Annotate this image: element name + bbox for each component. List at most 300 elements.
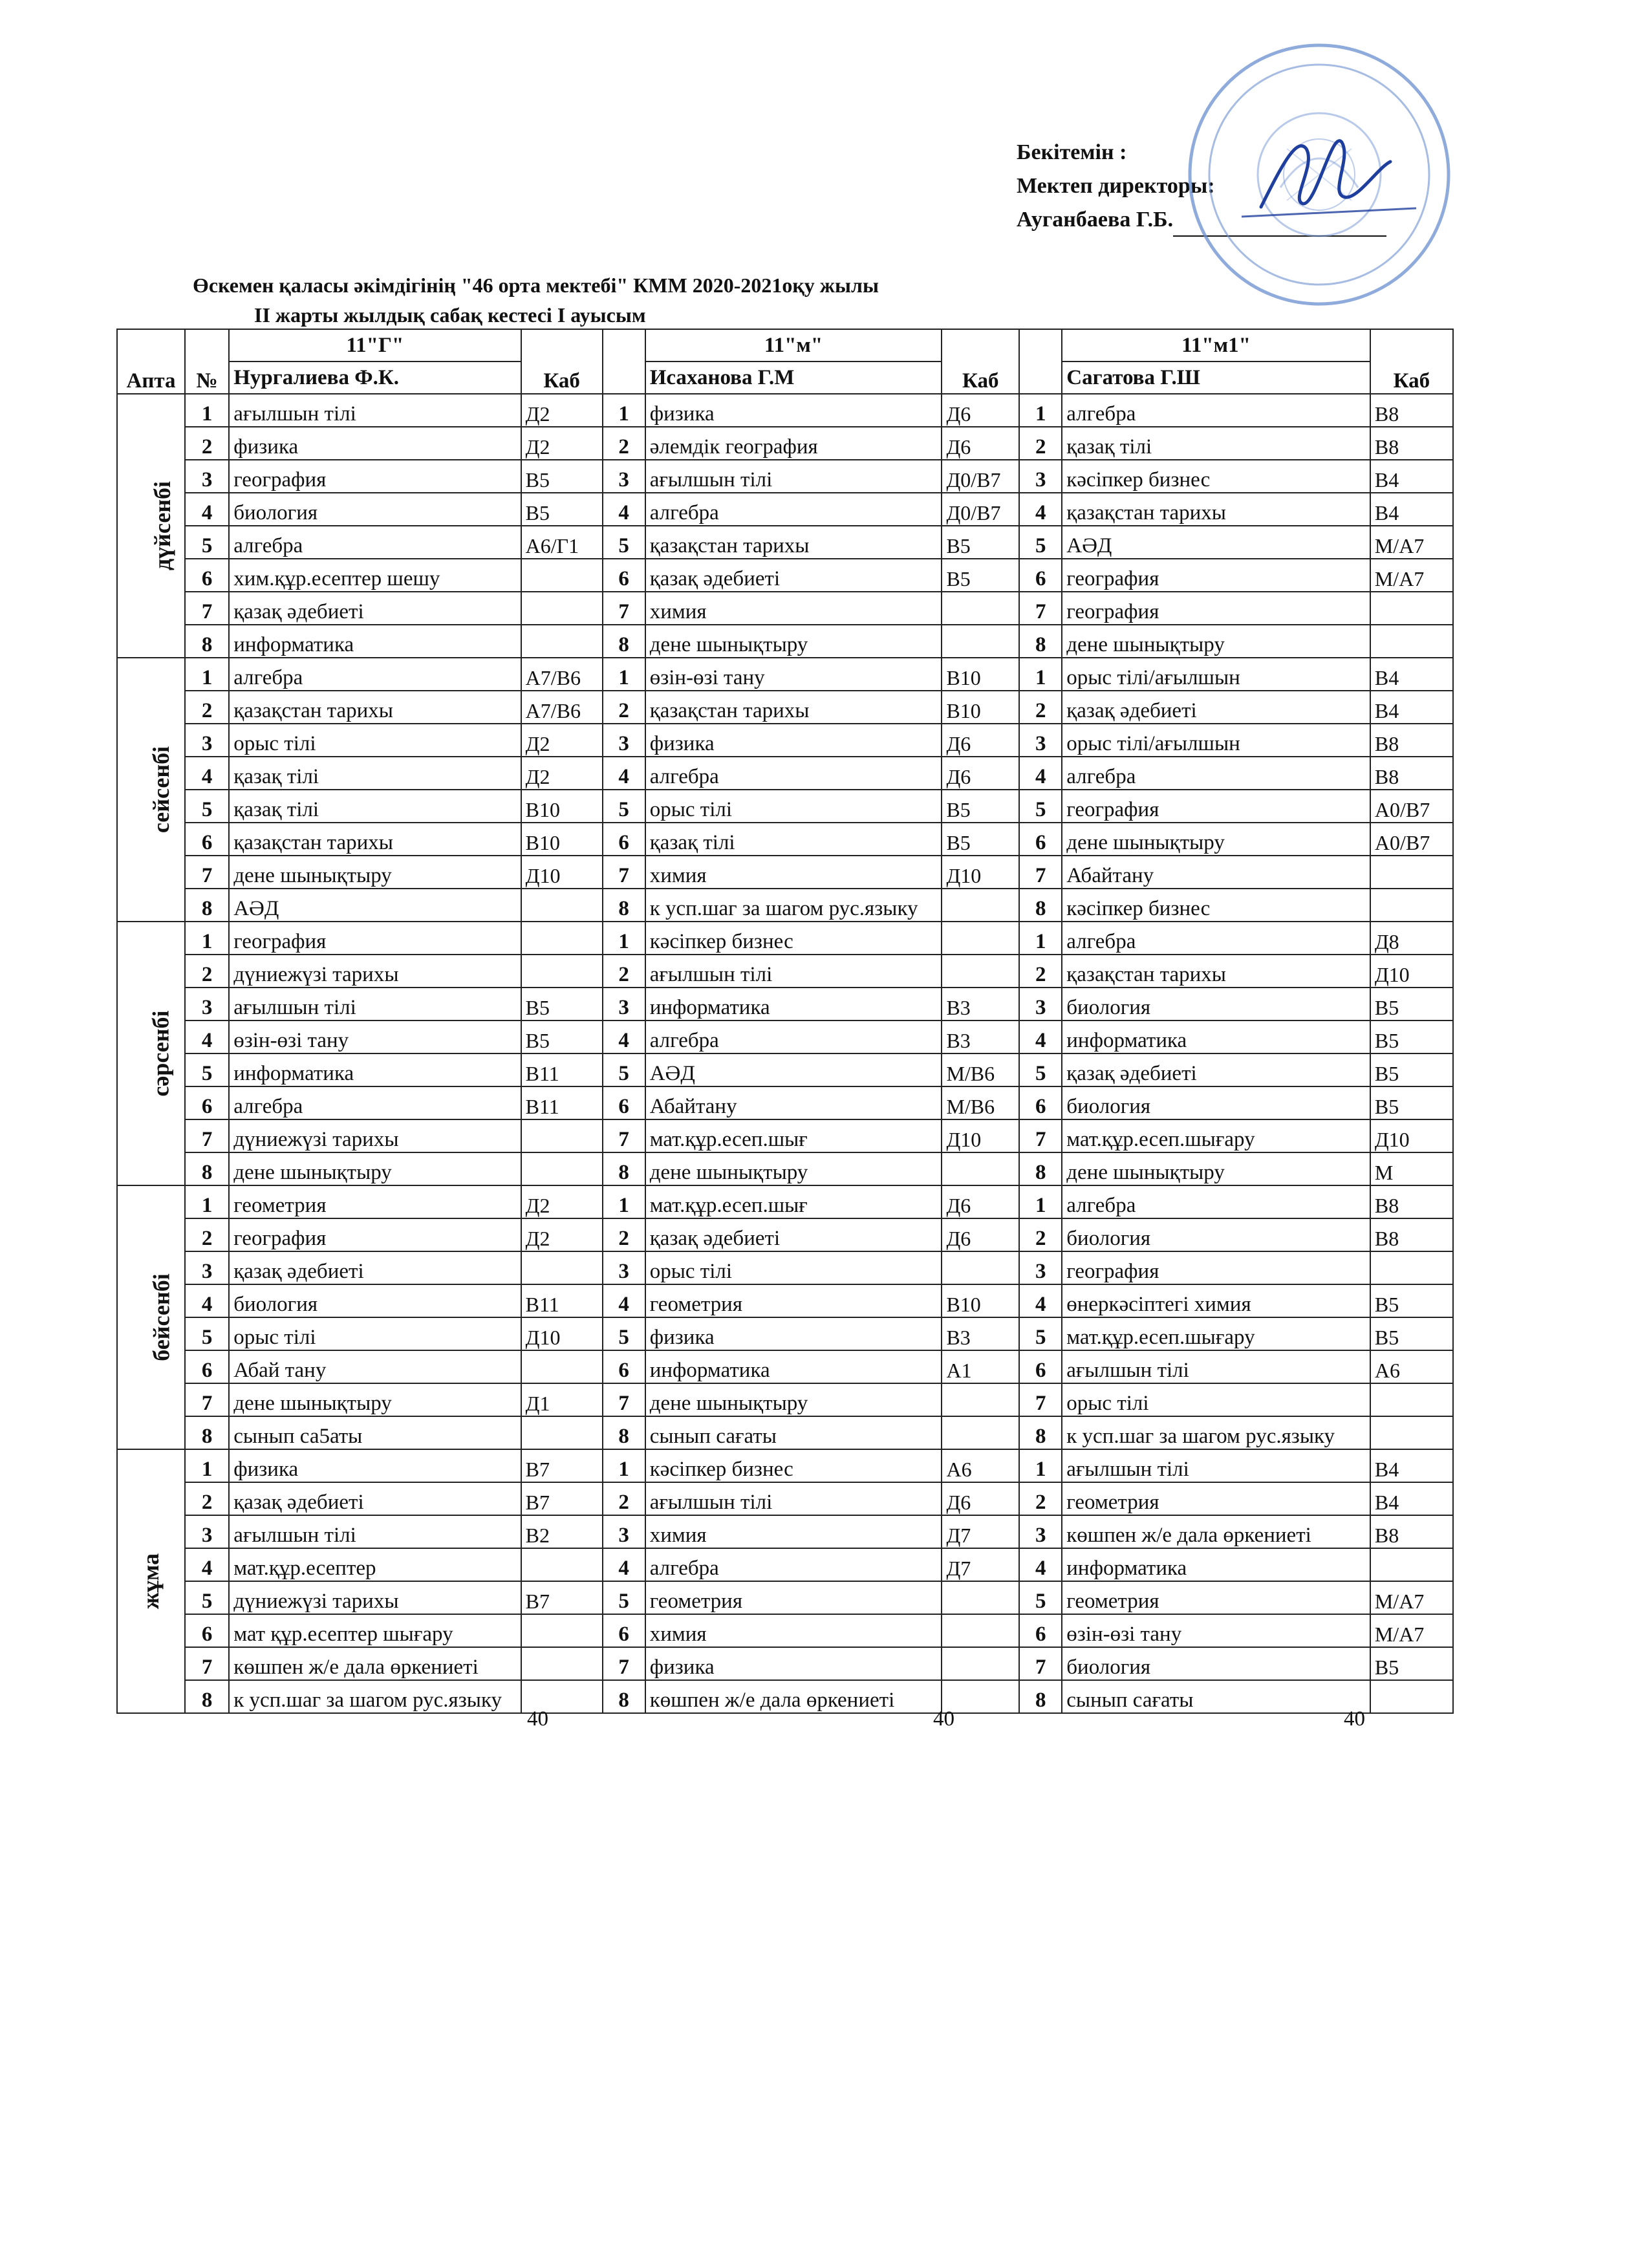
lesson-number: 1: [185, 1185, 229, 1218]
subject-cell: география: [1062, 559, 1370, 592]
header-blank-3: [1019, 329, 1062, 394]
table-row: [117, 1152, 1453, 1185]
table-row: [117, 1515, 1453, 1548]
room-cell: В8: [1370, 724, 1453, 757]
room-cell: [521, 1152, 603, 1185]
subject-cell: геометрия: [645, 1581, 942, 1614]
subject-cell: к усп.шаг за шагом рус.языку: [1062, 1416, 1370, 1449]
lesson-number: 8: [1019, 625, 1062, 658]
subject-cell: ағылшын тілі: [1062, 1350, 1370, 1383]
room-cell: В10: [521, 823, 603, 856]
subject-cell: дүниежүзі тарихы: [229, 1581, 521, 1614]
subject-cell: ағылшын тілі: [645, 1482, 942, 1515]
lesson-number: 1: [603, 922, 645, 955]
subject-cell: қазақстан тарихы: [645, 526, 942, 559]
room-cell: В5: [1370, 1284, 1453, 1317]
table-row: [117, 526, 1453, 559]
lesson-number: 4: [185, 1284, 229, 1317]
header-row-teachers: [117, 362, 1453, 394]
subject-cell: алгебра: [645, 757, 942, 790]
lesson-number: 7: [603, 1647, 645, 1680]
lesson-number: 5: [603, 1053, 645, 1086]
room-cell: В3: [942, 1317, 1019, 1350]
subject-cell: химия: [645, 1614, 942, 1647]
room-cell: В5: [1370, 988, 1453, 1021]
room-cell: А6: [942, 1449, 1019, 1482]
room-cell: В11: [521, 1086, 603, 1119]
subject-cell: алгебра: [645, 493, 942, 526]
subject-cell: биология: [1062, 1086, 1370, 1119]
room-cell: В8: [1370, 1515, 1453, 1548]
lesson-number: 1: [1019, 1185, 1062, 1218]
lesson-number: 7: [185, 1647, 229, 1680]
lesson-number: 4: [185, 1548, 229, 1581]
room-cell: А0/В7: [1370, 790, 1453, 823]
lesson-number: 5: [185, 1053, 229, 1086]
subject-cell: информатика: [645, 988, 942, 1021]
room-cell: Д0/В7: [942, 493, 1019, 526]
room-cell: [942, 592, 1019, 625]
subject-cell: хим.құр.есептер шешу: [229, 559, 521, 592]
room-cell: Д10: [942, 1119, 1019, 1152]
lesson-number: 2: [1019, 427, 1062, 460]
lesson-number: 6: [185, 1350, 229, 1383]
room-cell: Д8: [1370, 922, 1453, 955]
table-row: [117, 823, 1453, 856]
subject-cell: сынып сағаты: [1062, 1680, 1370, 1713]
room-cell: В7: [521, 1449, 603, 1482]
room-cell: В5: [942, 559, 1019, 592]
subject-cell: кәсіпкер бизнес: [645, 922, 942, 955]
room-cell: М/А7: [1370, 526, 1453, 559]
document-title: [193, 270, 879, 330]
room-cell: [521, 955, 603, 988]
table-row: [117, 955, 1453, 988]
table-row: [117, 1581, 1453, 1614]
lesson-number: 5: [185, 790, 229, 823]
lesson-number: 3: [1019, 988, 1062, 1021]
table-row: [117, 1614, 1453, 1647]
lesson-number: 3: [185, 1251, 229, 1284]
room-cell: [521, 1350, 603, 1383]
room-cell: [521, 1251, 603, 1284]
subject-cell: ағылшын тілі: [645, 955, 942, 988]
room-cell: [1370, 1416, 1453, 1449]
subject-cell: кәсіпкер бизнес: [1062, 460, 1370, 493]
day-cell: [117, 394, 185, 658]
subject-cell: Абайтану: [1062, 856, 1370, 889]
table-row: [117, 1021, 1453, 1053]
room-cell: А6/Г1: [521, 526, 603, 559]
lesson-number: 7: [1019, 1647, 1062, 1680]
table-row: [117, 493, 1453, 526]
subject-cell: дене шынықтыру: [645, 625, 942, 658]
room-cell: [521, 1416, 603, 1449]
subject-cell: география: [1062, 790, 1370, 823]
schedule-body: [117, 394, 1453, 1713]
subject-cell: география: [229, 922, 521, 955]
room-cell: Д2: [521, 724, 603, 757]
lesson-number: 2: [185, 427, 229, 460]
lesson-number: 4: [603, 757, 645, 790]
title-line-1: Өскемен қаласы әкімдігінің "46 орта мектебі" КММ 2020-2021оқу жылы: [193, 274, 879, 297]
room-cell: Д2: [521, 427, 603, 460]
room-cell: [942, 1647, 1019, 1680]
lesson-number: 1: [185, 394, 229, 427]
lesson-number: 1: [1019, 922, 1062, 955]
subject-cell: орыс тілі: [229, 724, 521, 757]
subject-cell: қазақстан тарихы: [1062, 493, 1370, 526]
subject-cell: қазақ әдебиеті: [645, 1218, 942, 1251]
room-cell: Д1: [521, 1383, 603, 1416]
day-name: сәрсенбі: [147, 1010, 174, 1097]
subject-cell: қазақстан тарихы: [1062, 955, 1370, 988]
room-cell: [942, 1416, 1019, 1449]
day-cell: [117, 1185, 185, 1449]
subject-cell: өзін-өзі тану: [1062, 1614, 1370, 1647]
room-cell: А7/В6: [521, 691, 603, 724]
subject-cell: физика: [645, 724, 942, 757]
room-cell: В4: [1370, 1449, 1453, 1482]
room-cell: В5: [1370, 1053, 1453, 1086]
table-row: [117, 1449, 1453, 1482]
lesson-number: 4: [185, 1021, 229, 1053]
room-cell: Д7: [942, 1548, 1019, 1581]
subject-cell: биология: [1062, 1218, 1370, 1251]
table-row: [117, 559, 1453, 592]
room-cell: [942, 955, 1019, 988]
lesson-number: 4: [1019, 1284, 1062, 1317]
lesson-number: 7: [185, 1383, 229, 1416]
table-row: [117, 1482, 1453, 1515]
approval-position: Мектеп директоры:: [1017, 174, 1215, 198]
subject-cell: геометрия: [229, 1185, 521, 1218]
lesson-number: 3: [603, 1251, 645, 1284]
lesson-number: 5: [1019, 526, 1062, 559]
room-cell: [521, 625, 603, 658]
subject-cell: дене шынықтыру: [229, 1152, 521, 1185]
table-row: [117, 1416, 1453, 1449]
lesson-number: 7: [185, 592, 229, 625]
lesson-number: 7: [185, 1119, 229, 1152]
lesson-number: 1: [603, 394, 645, 427]
subject-cell: мат.құр.есеп.шығ: [645, 1185, 942, 1218]
class-name-2: 11"м": [645, 329, 942, 362]
subject-cell: к усп.шаг за шагом рус.языку: [645, 889, 942, 922]
lesson-number: 8: [603, 1416, 645, 1449]
room-cell: В8: [1370, 757, 1453, 790]
subject-cell: қазақ тілі: [229, 790, 521, 823]
table-row: [117, 757, 1453, 790]
lesson-number: 6: [185, 1086, 229, 1119]
lesson-number: 3: [603, 724, 645, 757]
room-cell: В5: [521, 988, 603, 1021]
table-row: [117, 394, 1453, 427]
lesson-number: 2: [1019, 691, 1062, 724]
lesson-number: 3: [185, 724, 229, 757]
title-line-2: ІІ жарты жылдық сабақ кестесі І ауысым: [254, 303, 646, 327]
room-cell: В10: [942, 658, 1019, 691]
subject-cell: алгебра: [1062, 394, 1370, 427]
subject-cell: мат.құр.есеп.шығ: [645, 1119, 942, 1152]
table-row: [117, 988, 1453, 1021]
lesson-number: 6: [1019, 1086, 1062, 1119]
header-blank-2: [603, 329, 645, 394]
room-cell: А1: [942, 1350, 1019, 1383]
subject-cell: геометрия: [645, 1284, 942, 1317]
subject-cell: информатика: [229, 625, 521, 658]
header-kab-1: Каб: [521, 329, 603, 394]
room-cell: [521, 889, 603, 922]
subject-cell: Абайтану: [645, 1086, 942, 1119]
room-cell: В5: [1370, 1647, 1453, 1680]
room-cell: [942, 1251, 1019, 1284]
subject-cell: АӘД: [1062, 526, 1370, 559]
table-row: [117, 1548, 1453, 1581]
subject-cell: информатика: [1062, 1548, 1370, 1581]
lesson-number: 6: [1019, 1614, 1062, 1647]
teacher-name-1: Нургалиева Ф.К.: [229, 362, 521, 394]
subject-cell: кәсіпкер бизнес: [645, 1449, 942, 1482]
class-name-3: 11"м1": [1062, 329, 1370, 362]
subject-cell: дүниежүзі тарихы: [229, 1119, 521, 1152]
room-cell: В4: [1370, 460, 1453, 493]
lesson-number: 2: [185, 691, 229, 724]
lesson-number: 8: [185, 1416, 229, 1449]
room-cell: Д2: [521, 1218, 603, 1251]
subject-cell: қазақ әдебиеті: [1062, 1053, 1370, 1086]
lesson-number: 7: [603, 1383, 645, 1416]
lesson-number: 7: [603, 1119, 645, 1152]
room-cell: В8: [1370, 427, 1453, 460]
subject-cell: алгебра: [645, 1548, 942, 1581]
lesson-number: 4: [603, 1021, 645, 1053]
subject-cell: физика: [229, 1449, 521, 1482]
subject-cell: мат.құр.есеп.шығару: [1062, 1119, 1370, 1152]
lesson-number: 3: [185, 460, 229, 493]
lesson-number: 6: [603, 1614, 645, 1647]
room-cell: [1370, 1383, 1453, 1416]
room-cell: Д10: [942, 856, 1019, 889]
subject-cell: физика: [645, 1647, 942, 1680]
lesson-number: 6: [185, 1614, 229, 1647]
lesson-number: 2: [603, 1482, 645, 1515]
lesson-number: 3: [185, 1515, 229, 1548]
lesson-number: 1: [603, 1449, 645, 1482]
class-name-1: 11"Г": [229, 329, 521, 362]
lesson-number: 2: [603, 427, 645, 460]
room-cell: В5: [521, 493, 603, 526]
room-cell: В11: [521, 1284, 603, 1317]
table-row: [117, 460, 1453, 493]
room-cell: М/В6: [942, 1086, 1019, 1119]
room-cell: А7/В6: [521, 658, 603, 691]
subject-cell: биология: [229, 1284, 521, 1317]
room-cell: [942, 889, 1019, 922]
lesson-number: 1: [1019, 394, 1062, 427]
subject-cell: орыс тілі: [1062, 1383, 1370, 1416]
table-row: [117, 1680, 1453, 1713]
table-row: [117, 592, 1453, 625]
table-row: [117, 889, 1453, 922]
room-cell: [942, 1581, 1019, 1614]
table-row: [117, 856, 1453, 889]
lesson-number: 6: [185, 823, 229, 856]
table-row: [117, 625, 1453, 658]
lesson-number: 7: [1019, 856, 1062, 889]
lesson-number: 3: [1019, 724, 1062, 757]
subject-cell: қазақ тілі: [1062, 427, 1370, 460]
teacher-name-3: Сагатова Г.Ш: [1062, 362, 1370, 394]
lesson-number: 2: [185, 1482, 229, 1515]
lesson-number: 2: [185, 1218, 229, 1251]
room-cell: В8: [1370, 1185, 1453, 1218]
lesson-number: 4: [1019, 1021, 1062, 1053]
subject-cell: көшпен ж/е дала өркениеті: [1062, 1515, 1370, 1548]
room-cell: [942, 1614, 1019, 1647]
header-row-classes: [117, 329, 1453, 362]
table-row: [117, 922, 1453, 955]
room-cell: В10: [942, 691, 1019, 724]
lesson-number: 2: [603, 691, 645, 724]
subject-cell: қазақ тілі: [229, 757, 521, 790]
day-cell: [117, 922, 185, 1185]
lesson-number: 5: [185, 1317, 229, 1350]
subject-cell: қазақ әдебиеті: [1062, 691, 1370, 724]
table-row: [117, 658, 1453, 691]
room-cell: В7: [521, 1581, 603, 1614]
room-cell: В4: [1370, 493, 1453, 526]
lesson-number: 4: [1019, 1548, 1062, 1581]
subject-cell: дене шынықтыру: [1062, 625, 1370, 658]
lesson-number: 5: [185, 1581, 229, 1614]
lesson-number: 5: [1019, 1053, 1062, 1086]
room-cell: В4: [1370, 658, 1453, 691]
table-row: [117, 1119, 1453, 1152]
lesson-number: 5: [1019, 1317, 1062, 1350]
table-row: [117, 1647, 1453, 1680]
table-row: [117, 1053, 1453, 1086]
subject-cell: қазақ тілі: [645, 823, 942, 856]
room-cell: В2: [521, 1515, 603, 1548]
room-cell: В7: [521, 1482, 603, 1515]
subject-cell: әлемдік география: [645, 427, 942, 460]
lesson-number: 8: [603, 1680, 645, 1713]
room-cell: [521, 1647, 603, 1680]
subject-cell: геометрия: [1062, 1581, 1370, 1614]
room-cell: В5: [1370, 1021, 1453, 1053]
table-row: [117, 427, 1453, 460]
room-cell: М: [1370, 1152, 1453, 1185]
subject-cell: химия: [645, 1515, 942, 1548]
room-cell: А0/В7: [1370, 823, 1453, 856]
subject-cell: қазақ әдебиеті: [229, 1482, 521, 1515]
table-row: [117, 1383, 1453, 1416]
subject-cell: алгебра: [1062, 757, 1370, 790]
room-cell: [521, 1119, 603, 1152]
lesson-number: 8: [603, 889, 645, 922]
lesson-number: 3: [1019, 1515, 1062, 1548]
subject-cell: қазақ әдебиеті: [645, 559, 942, 592]
subject-cell: АӘД: [229, 889, 521, 922]
lesson-number: 5: [1019, 790, 1062, 823]
day-name: дүйсенбі: [149, 481, 176, 571]
table-row: [117, 1251, 1453, 1284]
lesson-number: 5: [603, 1581, 645, 1614]
day-name: бейсенбі: [148, 1273, 175, 1361]
lesson-number: 8: [185, 889, 229, 922]
room-cell: [521, 922, 603, 955]
lesson-number: 4: [185, 757, 229, 790]
lesson-number: 7: [1019, 1383, 1062, 1416]
approval-title: Бекітемін :: [1017, 140, 1127, 164]
table-row: [117, 1317, 1453, 1350]
total-class-2: 40: [933, 1707, 954, 1731]
room-cell: В5: [942, 526, 1019, 559]
subject-cell: геометрия: [1062, 1482, 1370, 1515]
subject-cell: кәсіпкер бизнес: [1062, 889, 1370, 922]
subject-cell: қазақ әдебиеті: [229, 1251, 521, 1284]
schedule-table: [116, 329, 1454, 1714]
table-row: [117, 1086, 1453, 1119]
table-row: [117, 724, 1453, 757]
table-row: [117, 790, 1453, 823]
lesson-number: 3: [1019, 1251, 1062, 1284]
lesson-number: 5: [185, 526, 229, 559]
signature-icon: [1242, 141, 1416, 217]
room-cell: В10: [521, 790, 603, 823]
room-cell: В5: [942, 823, 1019, 856]
room-cell: В10: [942, 1284, 1019, 1317]
subject-cell: көшпен ж/е дала өркениеті: [645, 1680, 942, 1713]
day-name: жұма: [138, 1553, 164, 1610]
lesson-number: 8: [603, 1152, 645, 1185]
lesson-number: 8: [185, 1680, 229, 1713]
lesson-number: 7: [1019, 592, 1062, 625]
subject-cell: физика: [645, 394, 942, 427]
lesson-number: 1: [603, 1185, 645, 1218]
room-cell: Д2: [521, 394, 603, 427]
subject-cell: к усп.шаг за шагом рус.языку: [229, 1680, 521, 1713]
room-cell: [521, 592, 603, 625]
room-cell: Д7: [942, 1515, 1019, 1548]
lesson-number: 4: [1019, 493, 1062, 526]
subject-cell: көшпен ж/е дала өркениеті: [229, 1647, 521, 1680]
subject-cell: орыс тілі/ағылшын: [1062, 724, 1370, 757]
subject-cell: алгебра: [229, 526, 521, 559]
subject-cell: химия: [645, 856, 942, 889]
room-cell: [1370, 856, 1453, 889]
subject-cell: физика: [645, 1317, 942, 1350]
subject-cell: биология: [1062, 988, 1370, 1021]
room-cell: Д6: [942, 427, 1019, 460]
room-cell: М/А7: [1370, 1614, 1453, 1647]
lesson-number: 2: [1019, 1482, 1062, 1515]
room-cell: [1370, 889, 1453, 922]
subject-cell: алгебра: [1062, 922, 1370, 955]
subject-cell: биология: [229, 493, 521, 526]
room-cell: Д10: [1370, 1119, 1453, 1152]
day-name: сейсенбі: [148, 746, 175, 834]
room-cell: В3: [942, 988, 1019, 1021]
room-cell: Д6: [942, 1185, 1019, 1218]
subject-cell: дене шынықтыру: [229, 856, 521, 889]
subject-cell: Абай тану: [229, 1350, 521, 1383]
lesson-number: 3: [603, 988, 645, 1021]
table-row: [117, 1185, 1453, 1218]
subject-cell: орыс тілі: [229, 1317, 521, 1350]
lesson-number: 5: [1019, 1581, 1062, 1614]
